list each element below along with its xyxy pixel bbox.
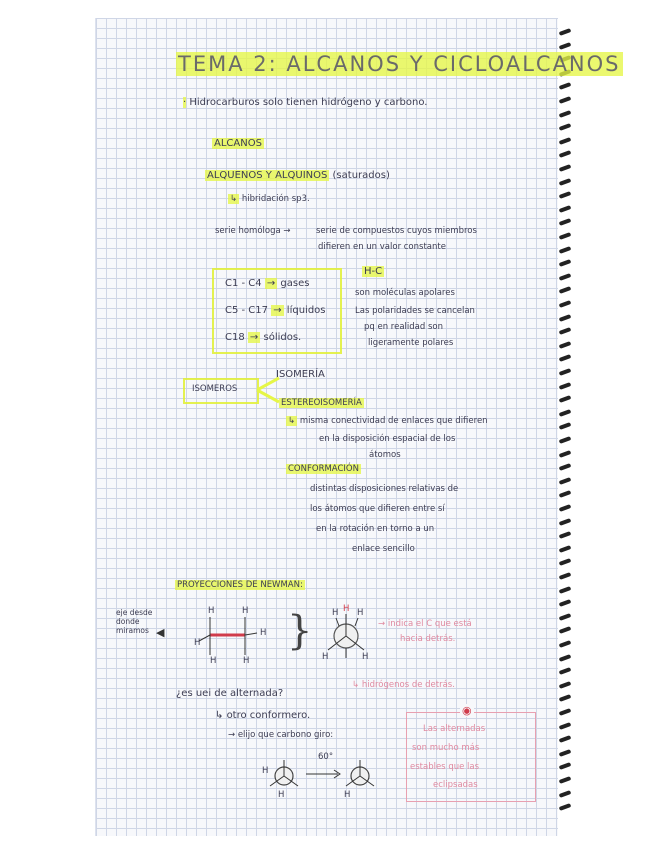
- h-rot-1: H: [262, 766, 269, 776]
- polar-2: Las polaridades se cancelan: [355, 306, 475, 316]
- spiral-ring: [559, 205, 572, 213]
- h-sawhorse-6: H: [243, 656, 250, 666]
- h-rot-3: H: [344, 790, 351, 800]
- saturados-line: ALQUENOS Y ALQUINOS (saturados): [207, 170, 390, 181]
- isomeros-label: ISOMEROS: [192, 384, 238, 394]
- hibridacion-line: ↳ hibridación sp3.: [230, 194, 310, 204]
- h-sawhorse-3: H: [194, 638, 201, 648]
- spiral-ring: [559, 96, 572, 104]
- spiral-ring: [559, 436, 572, 444]
- h-sawhorse-1: H: [208, 606, 215, 616]
- serie-label: serie homóloga →: [215, 226, 291, 236]
- spiral-ring: [559, 640, 572, 648]
- otro-conformero: ↳ otro conformero.: [215, 710, 311, 721]
- eye-arrow-icon: ◀: [156, 626, 165, 639]
- spiral-ring: [559, 314, 572, 322]
- state-row-liquidos: C5 - C17 → líquidos: [225, 305, 326, 316]
- estereo-def-1: ↳ misma conectividad de enlaces que difieren: [288, 416, 488, 426]
- spiral-ring: [559, 654, 572, 662]
- h-newman-1: H: [332, 608, 339, 618]
- spiral-ring: [559, 110, 572, 118]
- spiral-ring: [559, 409, 572, 417]
- pink-3: estables que las: [410, 762, 480, 772]
- spiral-ring: [559, 218, 572, 226]
- spiral-ring: [559, 790, 572, 798]
- h-sawhorse-2: H: [242, 606, 249, 616]
- conf-def-3: en la rotación en torno a un: [316, 524, 435, 534]
- conf-def-1: distintas disposiciones relativas de: [310, 484, 459, 494]
- polar-3: pq en realidad son: [364, 322, 443, 332]
- spiral-ring: [559, 327, 572, 335]
- spiral-binding: [555, 30, 573, 830]
- spiral-ring: [559, 722, 572, 730]
- spiral-ring: [559, 246, 572, 254]
- spiral-ring: [559, 341, 572, 349]
- spiral-ring: [559, 613, 572, 621]
- spiral-ring: [559, 395, 572, 403]
- h-sawhorse-5: H: [210, 656, 217, 666]
- spiral-ring: [559, 586, 572, 594]
- spiral-ring: [559, 286, 572, 294]
- spiral-ring: [559, 626, 572, 634]
- spiral-ring: [559, 259, 572, 267]
- spiral-ring: [559, 463, 572, 471]
- pink-1: Las alternadas: [423, 724, 486, 734]
- polar-1: son moléculas apolares: [355, 288, 455, 298]
- spiral-ring: [559, 599, 572, 607]
- isomeria-label: ISOMERÍA: [276, 369, 325, 380]
- spiral-ring: [559, 531, 572, 539]
- sawhorse-diagram: [185, 605, 270, 667]
- h-newman-3: H: [343, 604, 350, 614]
- spiral-ring: [559, 450, 572, 458]
- section-alcanos: ALCANOS: [214, 138, 262, 149]
- spiral-ring: [559, 178, 572, 186]
- intro-line: · Hidrocarburos solo tienen hidrógeno y carbono.: [183, 97, 428, 108]
- conf-def-2: los átomos que difieren entre sí: [310, 504, 445, 514]
- eje-note: eje desde donde miramos: [116, 608, 153, 635]
- newman-title: PROYECCIONES DE NEWMAN:: [177, 580, 303, 590]
- spiral-ring: [559, 150, 572, 158]
- spiral-ring: [559, 749, 572, 757]
- spiral-ring: [559, 28, 572, 36]
- estereo-def-3: átomos: [369, 450, 401, 460]
- spiral-ring: [559, 545, 572, 553]
- bracket: }: [287, 608, 313, 654]
- spiral-ring: [559, 572, 572, 580]
- pink-2: son mucho más: [412, 743, 480, 753]
- spiral-ring: [559, 137, 572, 145]
- spiral-ring: [559, 681, 572, 689]
- spiral-ring: [559, 803, 572, 811]
- spiral-ring: [559, 300, 572, 308]
- pink-4: eclipsadas: [433, 780, 478, 790]
- spiral-ring: [559, 477, 572, 485]
- spiral-ring: [559, 776, 572, 784]
- spiral-ring: [559, 232, 572, 240]
- spiral-ring: [559, 164, 572, 172]
- h-newman-5: H: [362, 652, 369, 662]
- serie-def-2: difieren en un valor constante: [318, 242, 446, 252]
- spiral-ring: [559, 504, 572, 512]
- hidrogenos-detras: ↳ hidrógenos de detrás.: [352, 680, 455, 690]
- spiral-ring: [559, 368, 572, 376]
- indica-2: hacia detrás.: [400, 634, 456, 644]
- spiral-ring: [559, 667, 572, 675]
- elijo-line: → elijo que carbono giro:: [228, 730, 334, 740]
- serie-def-1: serie de compuestos cuyos miembros: [316, 226, 477, 236]
- spiral-ring: [559, 518, 572, 526]
- spiral-ring: [559, 762, 572, 770]
- spiral-ring: [559, 273, 572, 281]
- spiral-ring: [559, 42, 572, 50]
- spiral-ring: [559, 490, 572, 498]
- spiral-ring: [559, 82, 572, 90]
- page-title: TEMA 2: ALCANOS Y CICLOALCANOS: [178, 52, 621, 76]
- h-newman-4: H: [322, 652, 329, 662]
- h-newman-2: H: [357, 608, 364, 618]
- polar-4: ligeramente polares: [368, 338, 454, 348]
- angle-label: 60°: [318, 752, 334, 762]
- spiral-ring: [559, 123, 572, 131]
- spiral-ring: [559, 354, 572, 362]
- spiral-ring: [559, 708, 572, 716]
- spiral-ring: [559, 694, 572, 702]
- state-row-solidos: C18 → sólidos.: [225, 332, 302, 343]
- state-row-gases: C1 - C4 → gases: [225, 278, 310, 289]
- lightbulb-icon: ◉: [462, 704, 472, 717]
- h-rot-2: H: [278, 790, 285, 800]
- spiral-ring: [559, 735, 572, 743]
- conformacion-label: CONFORMACIÓN: [288, 464, 359, 474]
- spiral-ring: [559, 422, 572, 430]
- estereoisomeria-label: ESTEREOISOMERÍA: [281, 398, 362, 408]
- spiral-ring: [559, 382, 572, 390]
- indica-1: → indica el C que está: [378, 619, 472, 629]
- spiral-ring: [559, 191, 572, 199]
- estereo-def-2: en la disposición espacial de los: [319, 434, 456, 444]
- h-sawhorse-4: H: [260, 628, 267, 638]
- alternada-question: ¿es uei de alternada?: [176, 688, 284, 699]
- conf-def-4: enlace sencillo: [352, 544, 415, 554]
- spiral-ring: [559, 558, 572, 566]
- hc-label: H-C: [364, 266, 383, 277]
